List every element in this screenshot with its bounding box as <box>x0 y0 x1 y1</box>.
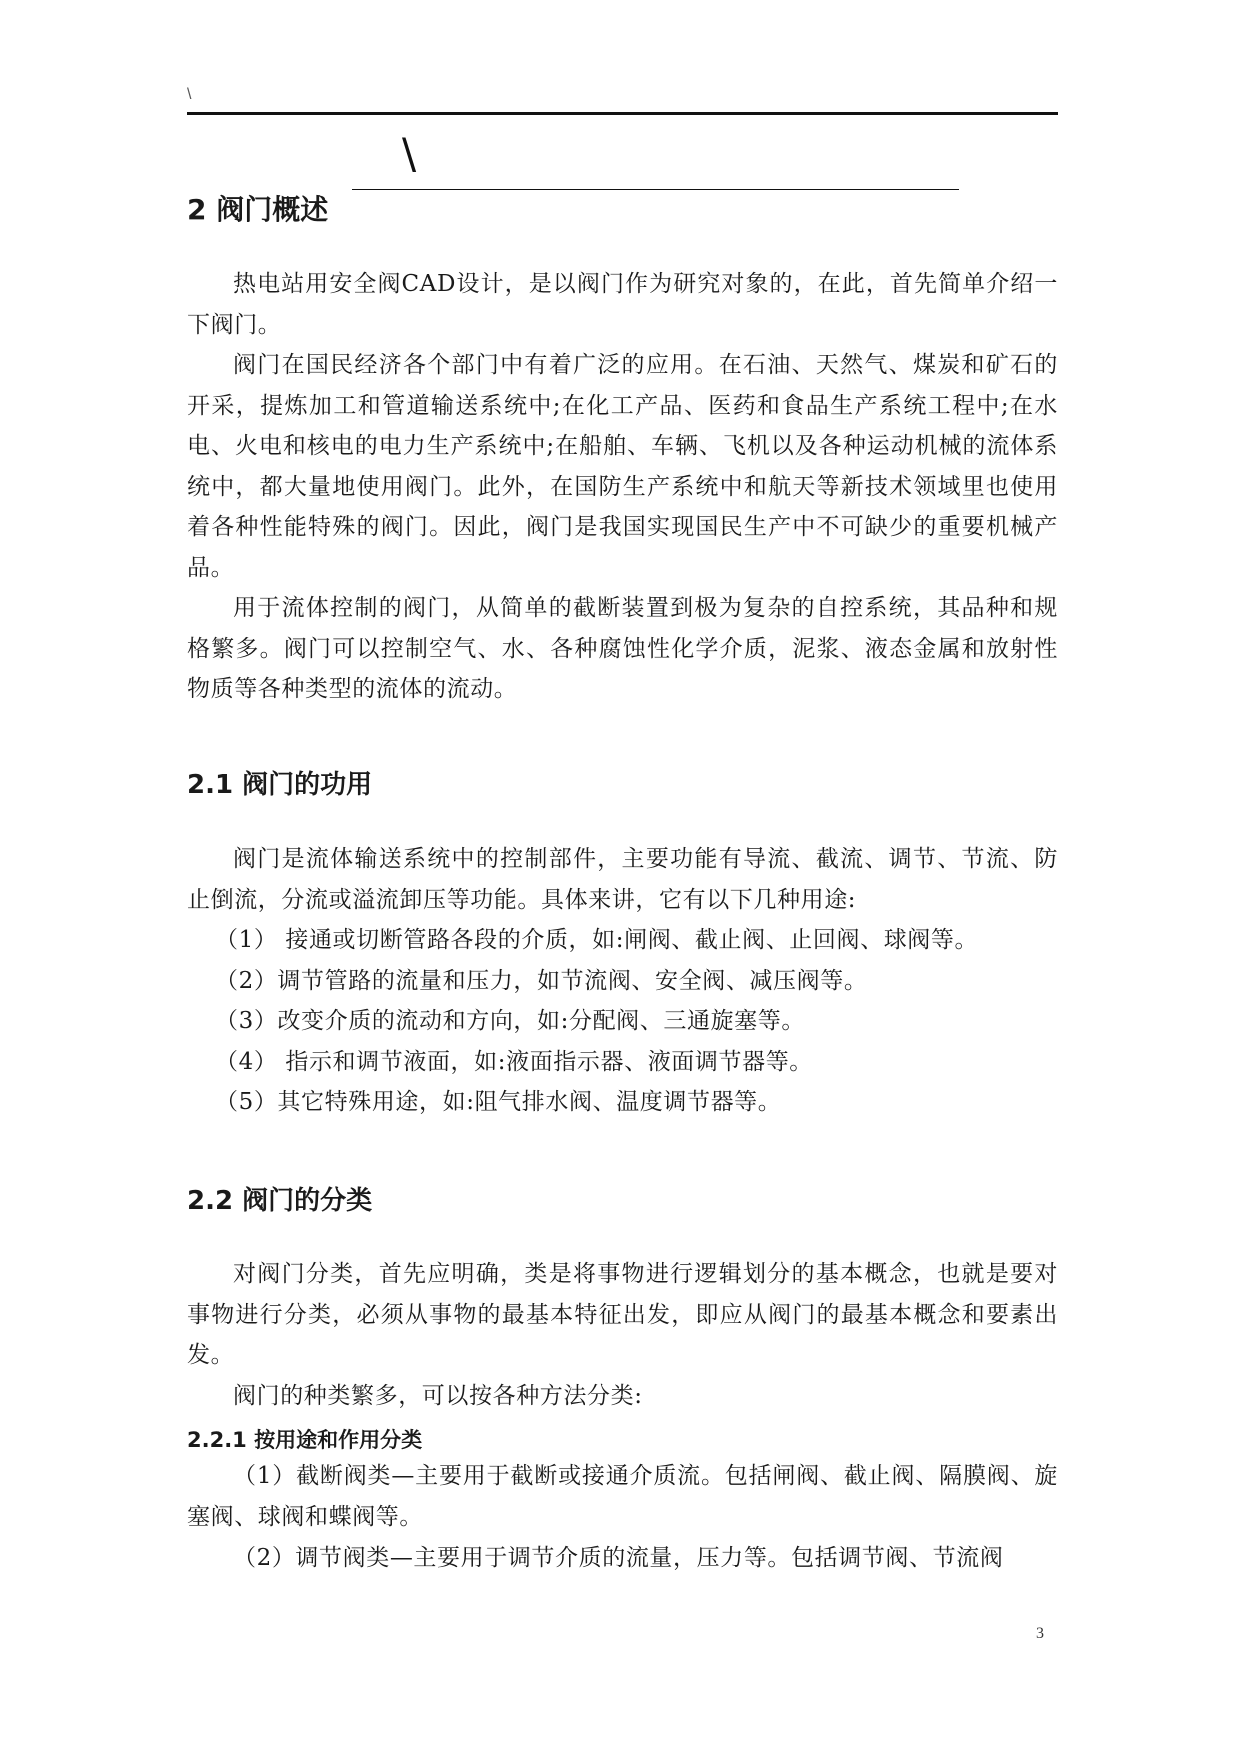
list-item: （3）改变介质的流动和方向，如:分配阀、三通旋塞等。 <box>215 1008 805 1034</box>
paragraph: 对阀门分类，首先应明确，类是将事物进行逻辑划分的基本概念，也就是要对事物进行分类，必须从事物的最基本特征出发，即应从阀门的最基本概念和要素出发。 <box>187 1261 1058 1368</box>
header-mark: \ <box>187 86 192 103</box>
header-rule <box>187 112 1058 115</box>
paragraph: 用于流体控制的阀门，从简单的截断装置到极为复杂的自控系统，其品种和规格繁多。阀门可以控制空气、水、各种腐蚀性化学介质，泥浆、液态金属和放射性物质等各种类型的流体的流动。 <box>187 595 1058 702</box>
list-item: （2）调节管路的流量和压力，如节流阀、安全阀、减压阀等。 <box>215 968 868 994</box>
page-number: 3 <box>1036 1625 1044 1642</box>
list-item: （4） 指示和调节液面，如:液面指示器、液面调节器等。 <box>215 1049 813 1075</box>
paragraph: 阀门是流体输送系统中的控制部件，主要功能有导流、截流、调节、节流、防止倒流，分流或溢流卸压等功能。具体来讲，它有以下几种用途: <box>187 846 1058 913</box>
section-title: 2 阀门概述 <box>187 193 329 226</box>
list-item: （1） 接通或切断管路各段的介质，如:闸阀、截止阀、止回阀、球阀等。 <box>215 927 979 953</box>
subsection-title-2-1: 2.1 阀门的功用 <box>187 770 373 800</box>
list-item: （5）其它特殊用途，如:阻气排水阀、温度调节器等。 <box>215 1089 782 1115</box>
paragraph: 阀门的种类繁多，可以按各种方法分类: <box>233 1383 643 1409</box>
paragraph: 阀门在国民经济各个部门中有着广泛的应用。在石油、天然气、煤炭和矿石的开采，提炼加工和管道输送系统中;在化工产品、医药和食品生产系统工程中;在水电、火电和核电的电力生产系统中;在船舶、车辆、飞机以及各种运动机械的流体系统中，都大量地使用阀门。此外，在国防生产系统中和航天等新技术领域里也使用着各种性能特殊的阀门。因此，阀门是我国实现国民生产中不可缺少的重要机械产品。 <box>187 352 1058 581</box>
subsection-title-2-2-1: 2.2.1 按用途和作用分类 <box>187 1428 423 1452</box>
paragraph: 热电站用安全阀CAD设计，是以阀门作为研究对象的，在此，首先简单介绍一下阀门。 <box>187 271 1058 338</box>
paragraph: （1）截断阀类—主要用于截断或接通介质流。包括闸阀、截止阀、隔膜阀、旋塞阀、球阀和蝶阀等。 <box>187 1463 1058 1530</box>
title-underline <box>352 189 959 190</box>
slash-mark: \ <box>402 129 417 178</box>
paragraph: （2）调节阀类—主要用于调节介质的流量，压力等。包括调节阀、节流阀 <box>233 1545 1004 1571</box>
subsection-title-2-2: 2.2 阀门的分类 <box>187 1186 373 1216</box>
